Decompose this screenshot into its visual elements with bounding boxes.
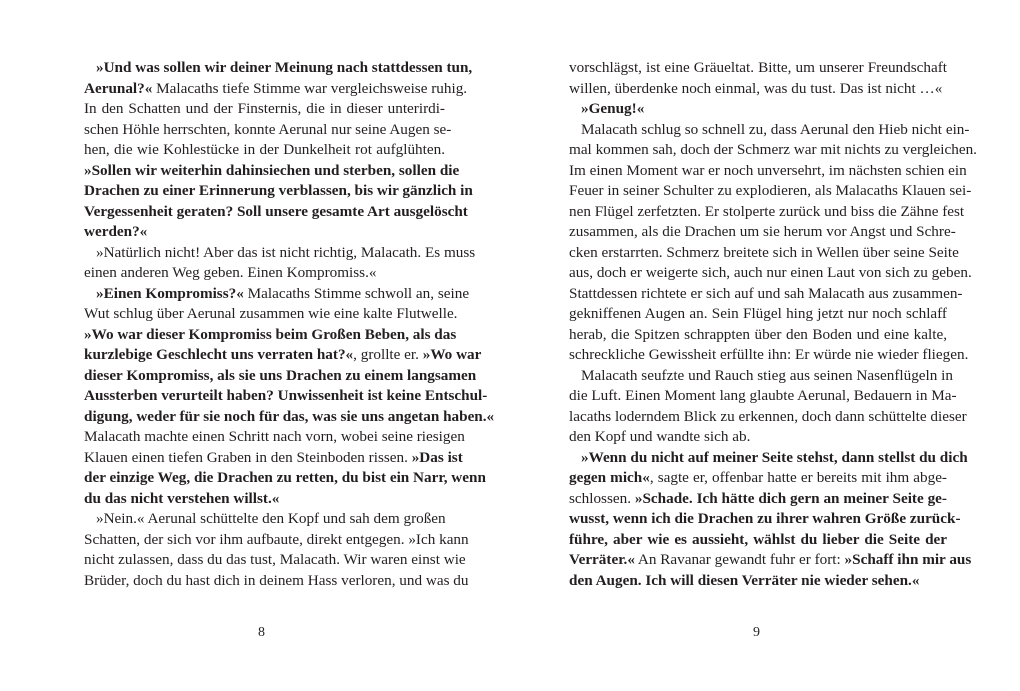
text-segment: »Natürlich nicht! Aber das ist nicht richtig, Malacath. Es muss	[96, 243, 476, 261]
text-segment: cken erstarrten. Schmerz breitete sich in Wellen über seine Seite	[569, 243, 959, 261]
text-line	[84, 202, 468, 223]
text-line	[569, 509, 961, 530]
text-line	[84, 161, 460, 182]
bold-dialogue-segment: führe, aber wie es aussieht, wählst du lieber die Seite der	[569, 530, 947, 548]
text-segment: Malacath machte einen Schritt nach vorn, wobei seine riesigen	[84, 428, 465, 445]
text-segment: die Luft. Einen Moment lang glaubte Aerunal, Bedauern in Ma-	[569, 387, 957, 404]
text-line	[84, 140, 445, 161]
text-line	[569, 284, 963, 305]
text-segment: Schatten, der sich vor ihm aufbaute, direkt entgegen. »Ich kann	[84, 530, 469, 548]
text-segment: , grollte er.	[353, 346, 423, 363]
text-line	[569, 386, 957, 407]
text-line	[84, 427, 465, 448]
text-segment: vorschlägst, ist eine Gräueltat. Bitte, um unserer Freundschaft	[569, 59, 947, 76]
text-segment: aus, doch er weigerte sich, auch nur einen Laut von sich zu geben.	[569, 264, 972, 281]
text-line	[569, 263, 972, 284]
text-segment: Brüder, doch du hast dich in deinem Hass verloren, und was du	[84, 571, 469, 589]
text-line	[569, 79, 947, 100]
bold-dialogue-segment: dieser Kompromiss, als sie uns Drachen zu einem langsamen	[84, 366, 477, 384]
text-segment: Wut schlug über Aerunal zusammen wie eine kalte Flutwelle.	[84, 305, 458, 322]
text-line	[84, 325, 457, 346]
text-segment: schen Höhle herrschten, konnte Aerunal nur seine Augen se-	[84, 120, 452, 138]
text-line	[84, 489, 445, 510]
text-line	[84, 550, 466, 571]
text-line	[84, 181, 473, 202]
left-page-body	[84, 58, 495, 591]
bold-dialogue-segment: »Wo war	[422, 346, 482, 363]
text-line	[569, 222, 956, 243]
text-line	[569, 427, 947, 448]
text-segment: willen, überdenke noch einmal, was du tust. Das ist nicht …«	[569, 79, 943, 97]
text-line	[84, 530, 469, 551]
text-line	[84, 571, 469, 592]
text-segment: den Kopf und wandte sich ab.	[569, 428, 751, 445]
text-segment: Malacath schlug so schnell zu, dass Aerunal den Hieb nicht ein-	[581, 120, 970, 138]
bold-dialogue-segment: »Das ist	[411, 448, 463, 466]
text-segment: lacaths loderndem Blick zu erkennen, doch dann schüttelte dieser	[569, 407, 967, 425]
bold-dialogue-segment: »Und was sollen wir deiner Meinung nach stattdessen tun,	[96, 59, 473, 76]
text-segment: In den Schatten und der Finsternis, die in dieser unterirdi-	[84, 100, 445, 117]
text-line	[569, 58, 947, 79]
text-line	[84, 345, 482, 366]
bold-dialogue-segment: du das nicht verstehen willst.«	[84, 489, 280, 507]
text-segment: einen anderen Weg geben. Einen Kompromiss.«	[84, 264, 377, 281]
text-line	[84, 58, 473, 79]
text-line	[84, 366, 477, 387]
text-line	[569, 202, 965, 223]
bold-dialogue-segment: »Wo war dieser Kompromiss beim Großen Beben, als das	[84, 325, 457, 343]
bold-dialogue-segment: »Genug!«	[581, 100, 645, 117]
bold-dialogue-segment: »Sollen wir weiterhin dahinsiechen und sterben, sollen die	[84, 161, 460, 179]
text-line	[569, 304, 947, 325]
right-page-body	[569, 58, 977, 591]
text-segment: Malacaths Stimme schwoll an, seine	[243, 284, 470, 302]
text-segment: Malacaths tiefe Stimme war vergleichsweise ruhig.	[152, 79, 468, 97]
text-line	[84, 99, 445, 120]
text-line	[84, 79, 468, 100]
bold-dialogue-segment: gegen mich«	[569, 469, 650, 486]
bold-dialogue-segment: kurzlebige Geschlecht uns verraten hat?«	[84, 346, 354, 363]
text-line	[84, 509, 445, 530]
text-line	[569, 120, 970, 141]
text-segment: herab, die Spitzen schrappten über den Boden und eine kalte,	[569, 325, 947, 343]
text-line	[569, 99, 947, 120]
bold-dialogue-segment: der einzige Weg, die Drachen zu retten, du bist ein Narr, wenn	[84, 469, 486, 486]
right-page-number: 9	[753, 625, 760, 640]
bold-dialogue-segment: Drachen zu einer Erinnerung verblassen, bis wir gänzlich in	[84, 182, 473, 199]
text-line	[84, 386, 488, 407]
bold-dialogue-segment: Aerunal?«	[84, 79, 153, 97]
bold-dialogue-segment: wusst, wenn ich die Drachen zu ihrer wahren Größe zurück-	[569, 510, 961, 527]
text-line	[569, 489, 947, 510]
text-segment: zusammen, als die Drachen um sie herum vor Angst und Schre-	[569, 223, 956, 240]
text-line	[569, 161, 967, 182]
text-segment: Feuer in seiner Schulter zu explodieren, als Malacaths Klauen sei-	[569, 182, 972, 199]
text-line	[569, 468, 947, 489]
bold-dialogue-segment: den Augen. Ich will diesen Verräter nie wieder sehen.«	[569, 571, 920, 589]
text-segment: schlossen.	[569, 489, 635, 507]
text-segment: Malacath seufzte und Rauch stieg aus seinen Nasenflügeln in	[581, 366, 953, 384]
text-segment: gekniffenen Augen an. Sein Flügel hing jetzt nur noch schlaff	[569, 305, 947, 322]
text-segment: nicht zulassen, dass du das tust, Malacath. Wir waren einst wie	[84, 551, 466, 568]
text-line	[84, 120, 452, 141]
text-line	[569, 448, 968, 469]
text-line	[569, 345, 969, 366]
text-line	[569, 140, 977, 161]
text-line	[84, 407, 495, 428]
bold-dialogue-segment: »Einen Kompromiss?«	[96, 284, 244, 302]
bold-dialogue-segment: »Schade. Ich hätte dich gern an meiner Seite ge-	[634, 489, 947, 507]
text-segment: hen, die wie Kohlestücke in der Dunkelheit rot aufglühten.	[84, 141, 445, 158]
text-segment: , sagte er, offenbar hatte er bereits mit ihm abge-	[649, 469, 947, 486]
bold-dialogue-segment: digung, weder für sie noch für das, was sie uns angetan haben.«	[84, 407, 495, 425]
text-line	[84, 243, 476, 264]
text-segment: Klauen einen tiefen Graben in den Steinboden rissen.	[84, 448, 412, 466]
bold-dialogue-segment: Vergessenheit geraten? Soll unsere gesamte Art ausgelöscht	[84, 202, 468, 220]
text-line	[84, 468, 486, 489]
bold-dialogue-segment: »Wenn du nicht auf meiner Seite stehst, dann stellst du dich	[581, 448, 968, 466]
text-line	[84, 263, 445, 284]
text-segment: »Nein.« Aerunal schüttelte den Kopf und sah dem großen	[96, 510, 446, 527]
bold-dialogue-segment: Aussterben verurteilt haben? Unwissenheit ist keine Entschul-	[84, 387, 488, 404]
text-segment: nen Flügel zerfetzten. Er stolperte zurück und biss die Zähne fest	[569, 202, 965, 220]
text-line	[84, 284, 470, 305]
bold-dialogue-segment: werden?«	[84, 223, 148, 240]
text-segment: Stattdessen richtete er sich auf und sah Malacath aus zusammen-	[569, 284, 963, 302]
text-segment: Im einen Moment war er noch unversehrt, im nächsten schien ein	[569, 161, 967, 179]
left-page-number: 8	[258, 625, 265, 640]
text-line	[569, 550, 972, 571]
text-line	[569, 366, 953, 387]
text-line	[569, 530, 947, 551]
text-line	[84, 222, 445, 243]
text-segment: schreckliche Gewissheit erfüllte ihn: Er würde nie wieder fliegen.	[569, 346, 969, 363]
text-line	[569, 243, 959, 264]
text-line	[84, 304, 458, 325]
text-segment: An Ravanar gewandt fuhr er fort:	[634, 551, 845, 568]
text-line	[569, 181, 972, 202]
text-line	[569, 407, 967, 428]
text-line	[569, 325, 947, 346]
bold-dialogue-segment: Verräter.«	[569, 551, 635, 568]
bold-dialogue-segment: »Schaff ihn mir aus	[844, 551, 972, 568]
text-line	[569, 571, 947, 592]
text-segment: mal kommen sah, doch der Schmerz war mit nichts zu vergleichen.	[569, 141, 977, 158]
text-line	[84, 448, 463, 469]
